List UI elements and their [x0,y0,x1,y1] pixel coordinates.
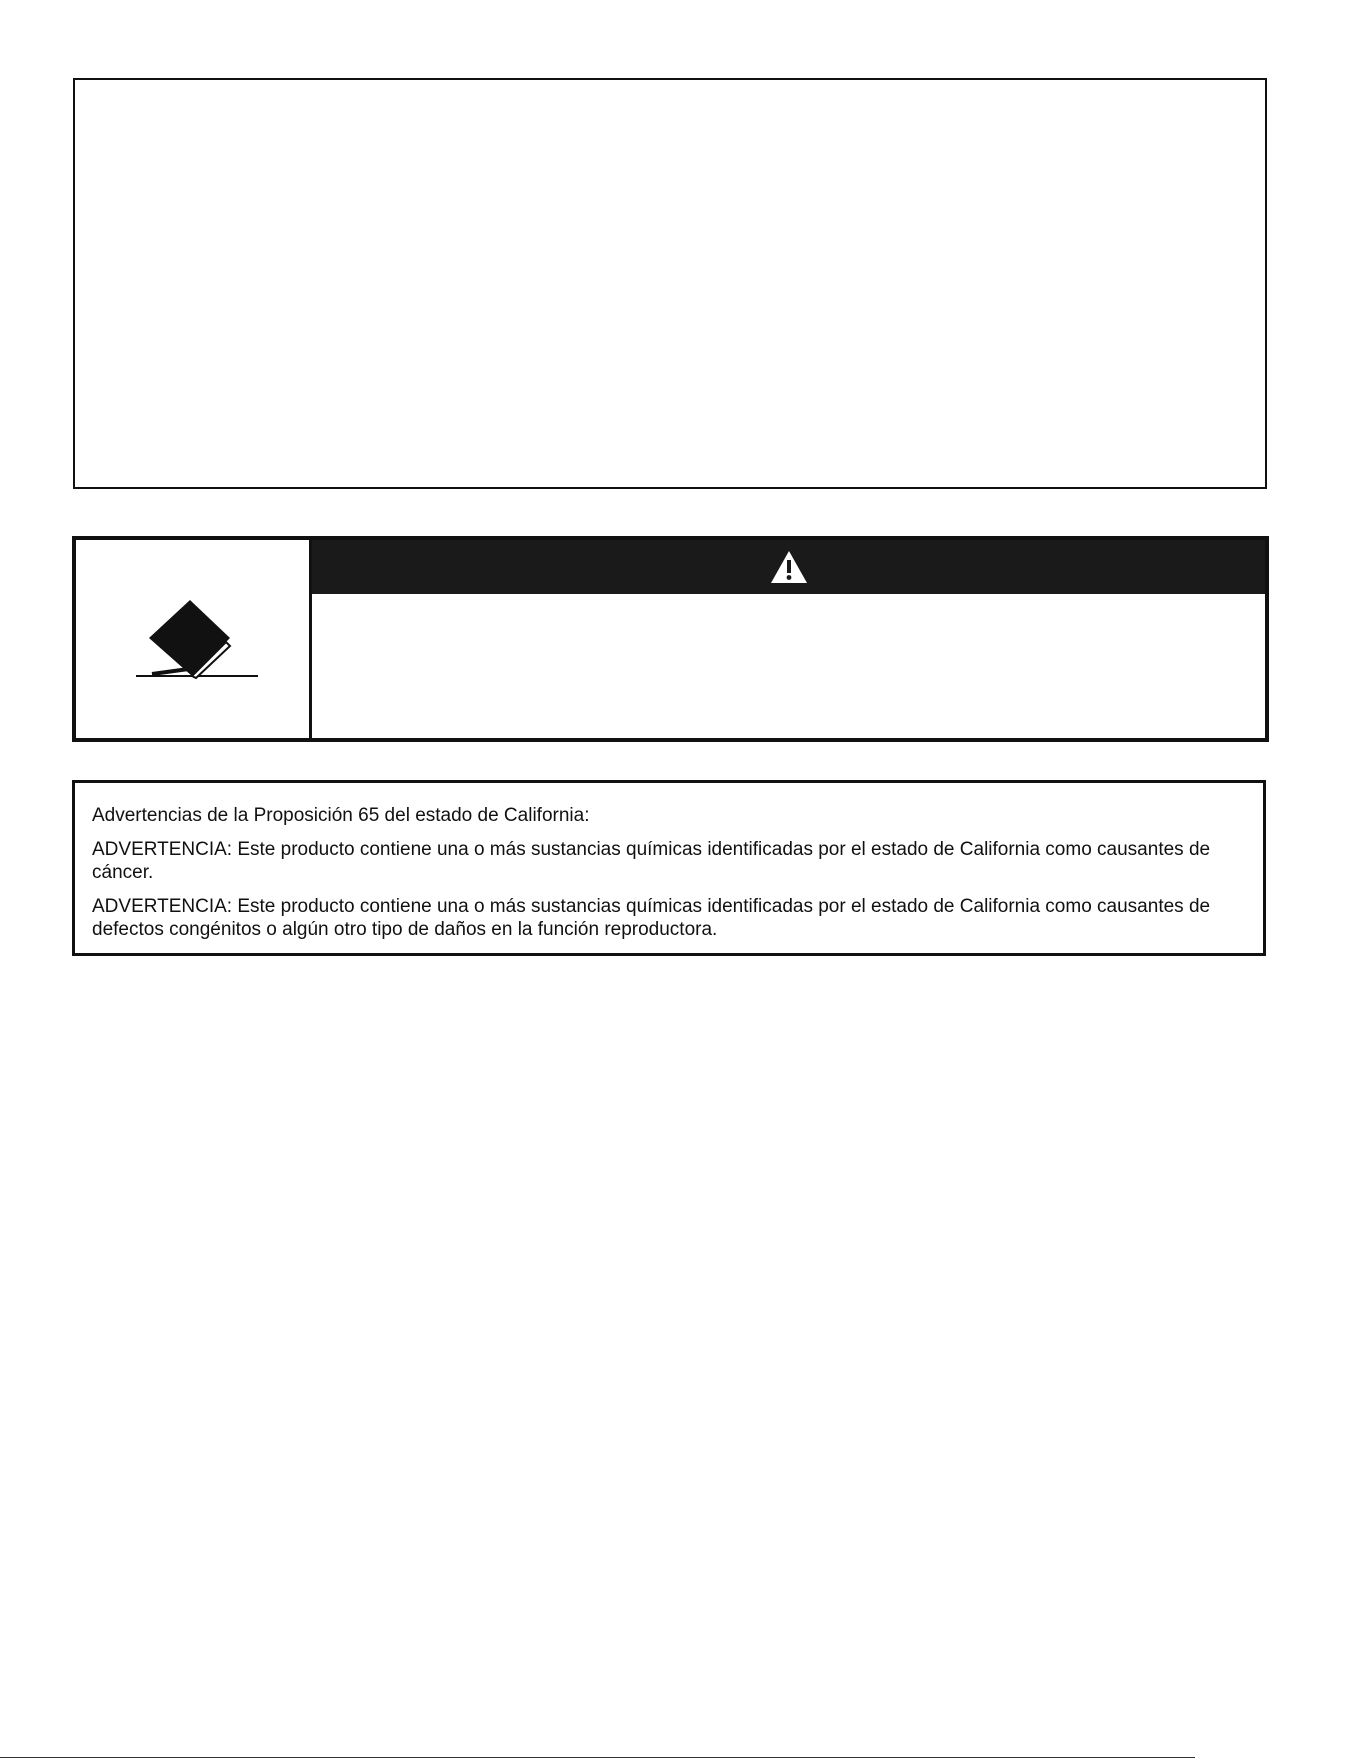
alert-triangle-icon [770,550,808,584]
warning-body [312,594,1265,738]
safety-section-frame [73,78,1267,489]
footer-divider [0,1757,1195,1758]
tip-over-warning-panel [72,536,1269,742]
warning-icon-cell [76,540,312,738]
warning-content [312,540,1265,738]
prop65-reproductive-warning: ADVERTENCIA: Este producto contiene una o más sustancias químicas identificadas por el estado de California como causantes de defectos congénitos o algún otro tipo de daños en la función reproductora. [92,896,1211,940]
tip-over-hazard-icon [134,590,264,690]
prop65-warning-box [72,780,1266,956]
prop65-heading: Advertencias de la Proposición 65 del estado de California: [92,805,590,826]
prop65-cancer-warning: ADVERTENCIA: Este producto contiene una o más sustancias químicas identificadas por el estado de California como causantes de cáncer. [92,839,1211,883]
warning-banner [312,540,1265,594]
